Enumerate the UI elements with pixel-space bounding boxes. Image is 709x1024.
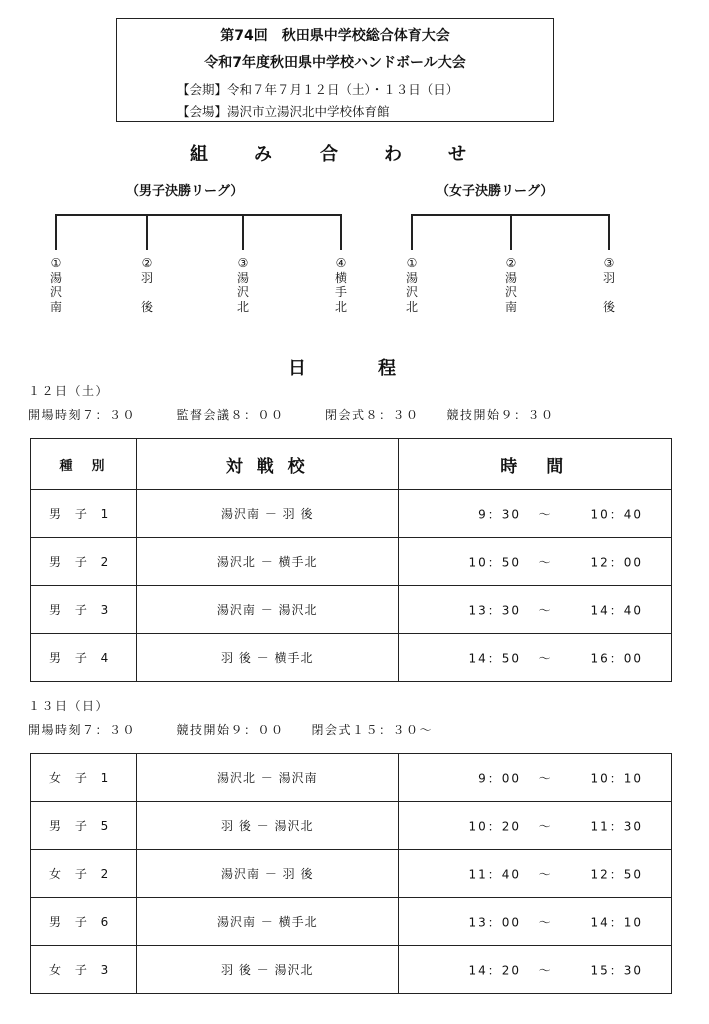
table-row (31, 946, 672, 994)
day1-date: １２日（土） (28, 384, 110, 398)
girls-team-3: ③ 羽 後 (602, 256, 615, 314)
row-time: 13：30 ～ 14：40 (398, 586, 671, 634)
event-subtitle: 令和7年度秋田県中学校ハンドボール大会 (204, 55, 466, 71)
girls-team-1: ① 湯 沢 北 (405, 256, 418, 314)
row-category: 男 子 4 (31, 634, 137, 682)
row-time: 11：40 ～ 12：50 (398, 850, 671, 898)
row-match: 羽 後 － 横手北 (136, 634, 398, 682)
row-category: 男 子 1 (31, 490, 137, 538)
row-match: 羽 後 － 湯沢北 (136, 802, 398, 850)
day2-date: １３日（日） (28, 699, 110, 713)
boys-team-4: ④ 横 手 北 (334, 256, 347, 314)
header-time: 時 間 (398, 439, 671, 490)
boys-team-1: ① 湯 沢 南 (49, 256, 62, 314)
table-row (31, 802, 672, 850)
row-match: 羽 後 － 湯沢北 (136, 946, 398, 994)
row-category: 女 子 3 (31, 946, 137, 994)
boys-team-3: ③ 湯 沢 北 (236, 256, 249, 314)
table-row (31, 586, 672, 634)
day1-schedule-table (30, 438, 672, 682)
table-row (31, 898, 672, 946)
boys-team-2: ② 羽 後 (140, 256, 153, 314)
schedule-title-char: 日 (288, 358, 306, 379)
row-match: 湯沢南 － 羽 後 (136, 490, 398, 538)
row-match: 湯沢北 － 湯沢南 (136, 754, 398, 802)
table-row (31, 634, 672, 682)
row-time: 9：00 ～ 10：10 (398, 754, 671, 802)
row-time: 14：20 ～ 15：30 (398, 946, 671, 994)
schedule-title (0, 354, 709, 378)
row-time: 14：50 ～ 16：00 (398, 634, 671, 682)
row-time: 10：50 ～ 12：00 (398, 538, 671, 586)
event-header-box (116, 18, 554, 122)
row-category: 女 子 1 (31, 754, 137, 802)
bracket-title-char: 合 (320, 144, 338, 165)
schedule-title-char: 程 (378, 358, 396, 379)
table-row (31, 490, 672, 538)
bracket-title (0, 140, 709, 164)
bracket-title-char: 組 (190, 144, 208, 165)
bracket-title-char: せ (448, 144, 466, 165)
table-row (31, 754, 672, 802)
event-title: 第74回 秋田県中学校総合体育大会 (220, 28, 450, 44)
day2-schedule-table (30, 753, 672, 994)
row-category: 男 子 5 (31, 802, 137, 850)
row-time: 13：00 ～ 14：10 (398, 898, 671, 946)
row-time: 10：20 ～ 11：30 (398, 802, 671, 850)
header-category: 種 別 (31, 439, 137, 490)
row-match: 湯沢南 － 横手北 (136, 898, 398, 946)
bracket-title-char: わ (384, 144, 402, 165)
bracket-title-char: み (254, 144, 272, 165)
event-venue: 【会場】湯沢市立湯沢北中学校体育館 (177, 104, 390, 119)
table-row (31, 538, 672, 586)
row-category: 男 子 2 (31, 538, 137, 586)
table-row (31, 850, 672, 898)
row-match: 湯沢北 － 横手北 (136, 538, 398, 586)
girls-team-2: ② 湯 沢 南 (504, 256, 517, 314)
day2-info: 開場時刻７：３０ 競技開始９：００ 閉会式１５：３０～ (28, 723, 434, 737)
row-match: 湯沢南 － 湯沢北 (136, 586, 398, 634)
row-match: 湯沢南 － 羽 後 (136, 850, 398, 898)
girls-league-title: （女子決勝リーグ） (436, 184, 554, 199)
row-category: 女 子 2 (31, 850, 137, 898)
header-match: 対 戦 校 (136, 439, 398, 490)
row-time: 9：30 ～ 10：40 (398, 490, 671, 538)
boys-league-title: （男子決勝リーグ） (126, 184, 244, 199)
event-period: 【会期】令和７年７月１２日（土）・１３日（日） (177, 82, 459, 97)
row-category: 男 子 3 (31, 586, 137, 634)
day1-info: 開場時刻７：３０ 監督会議８：００ 閉会式８：３０ 競技開始９：３０ (28, 408, 555, 422)
table-header-row (31, 439, 672, 490)
row-category: 男 子 6 (31, 898, 137, 946)
